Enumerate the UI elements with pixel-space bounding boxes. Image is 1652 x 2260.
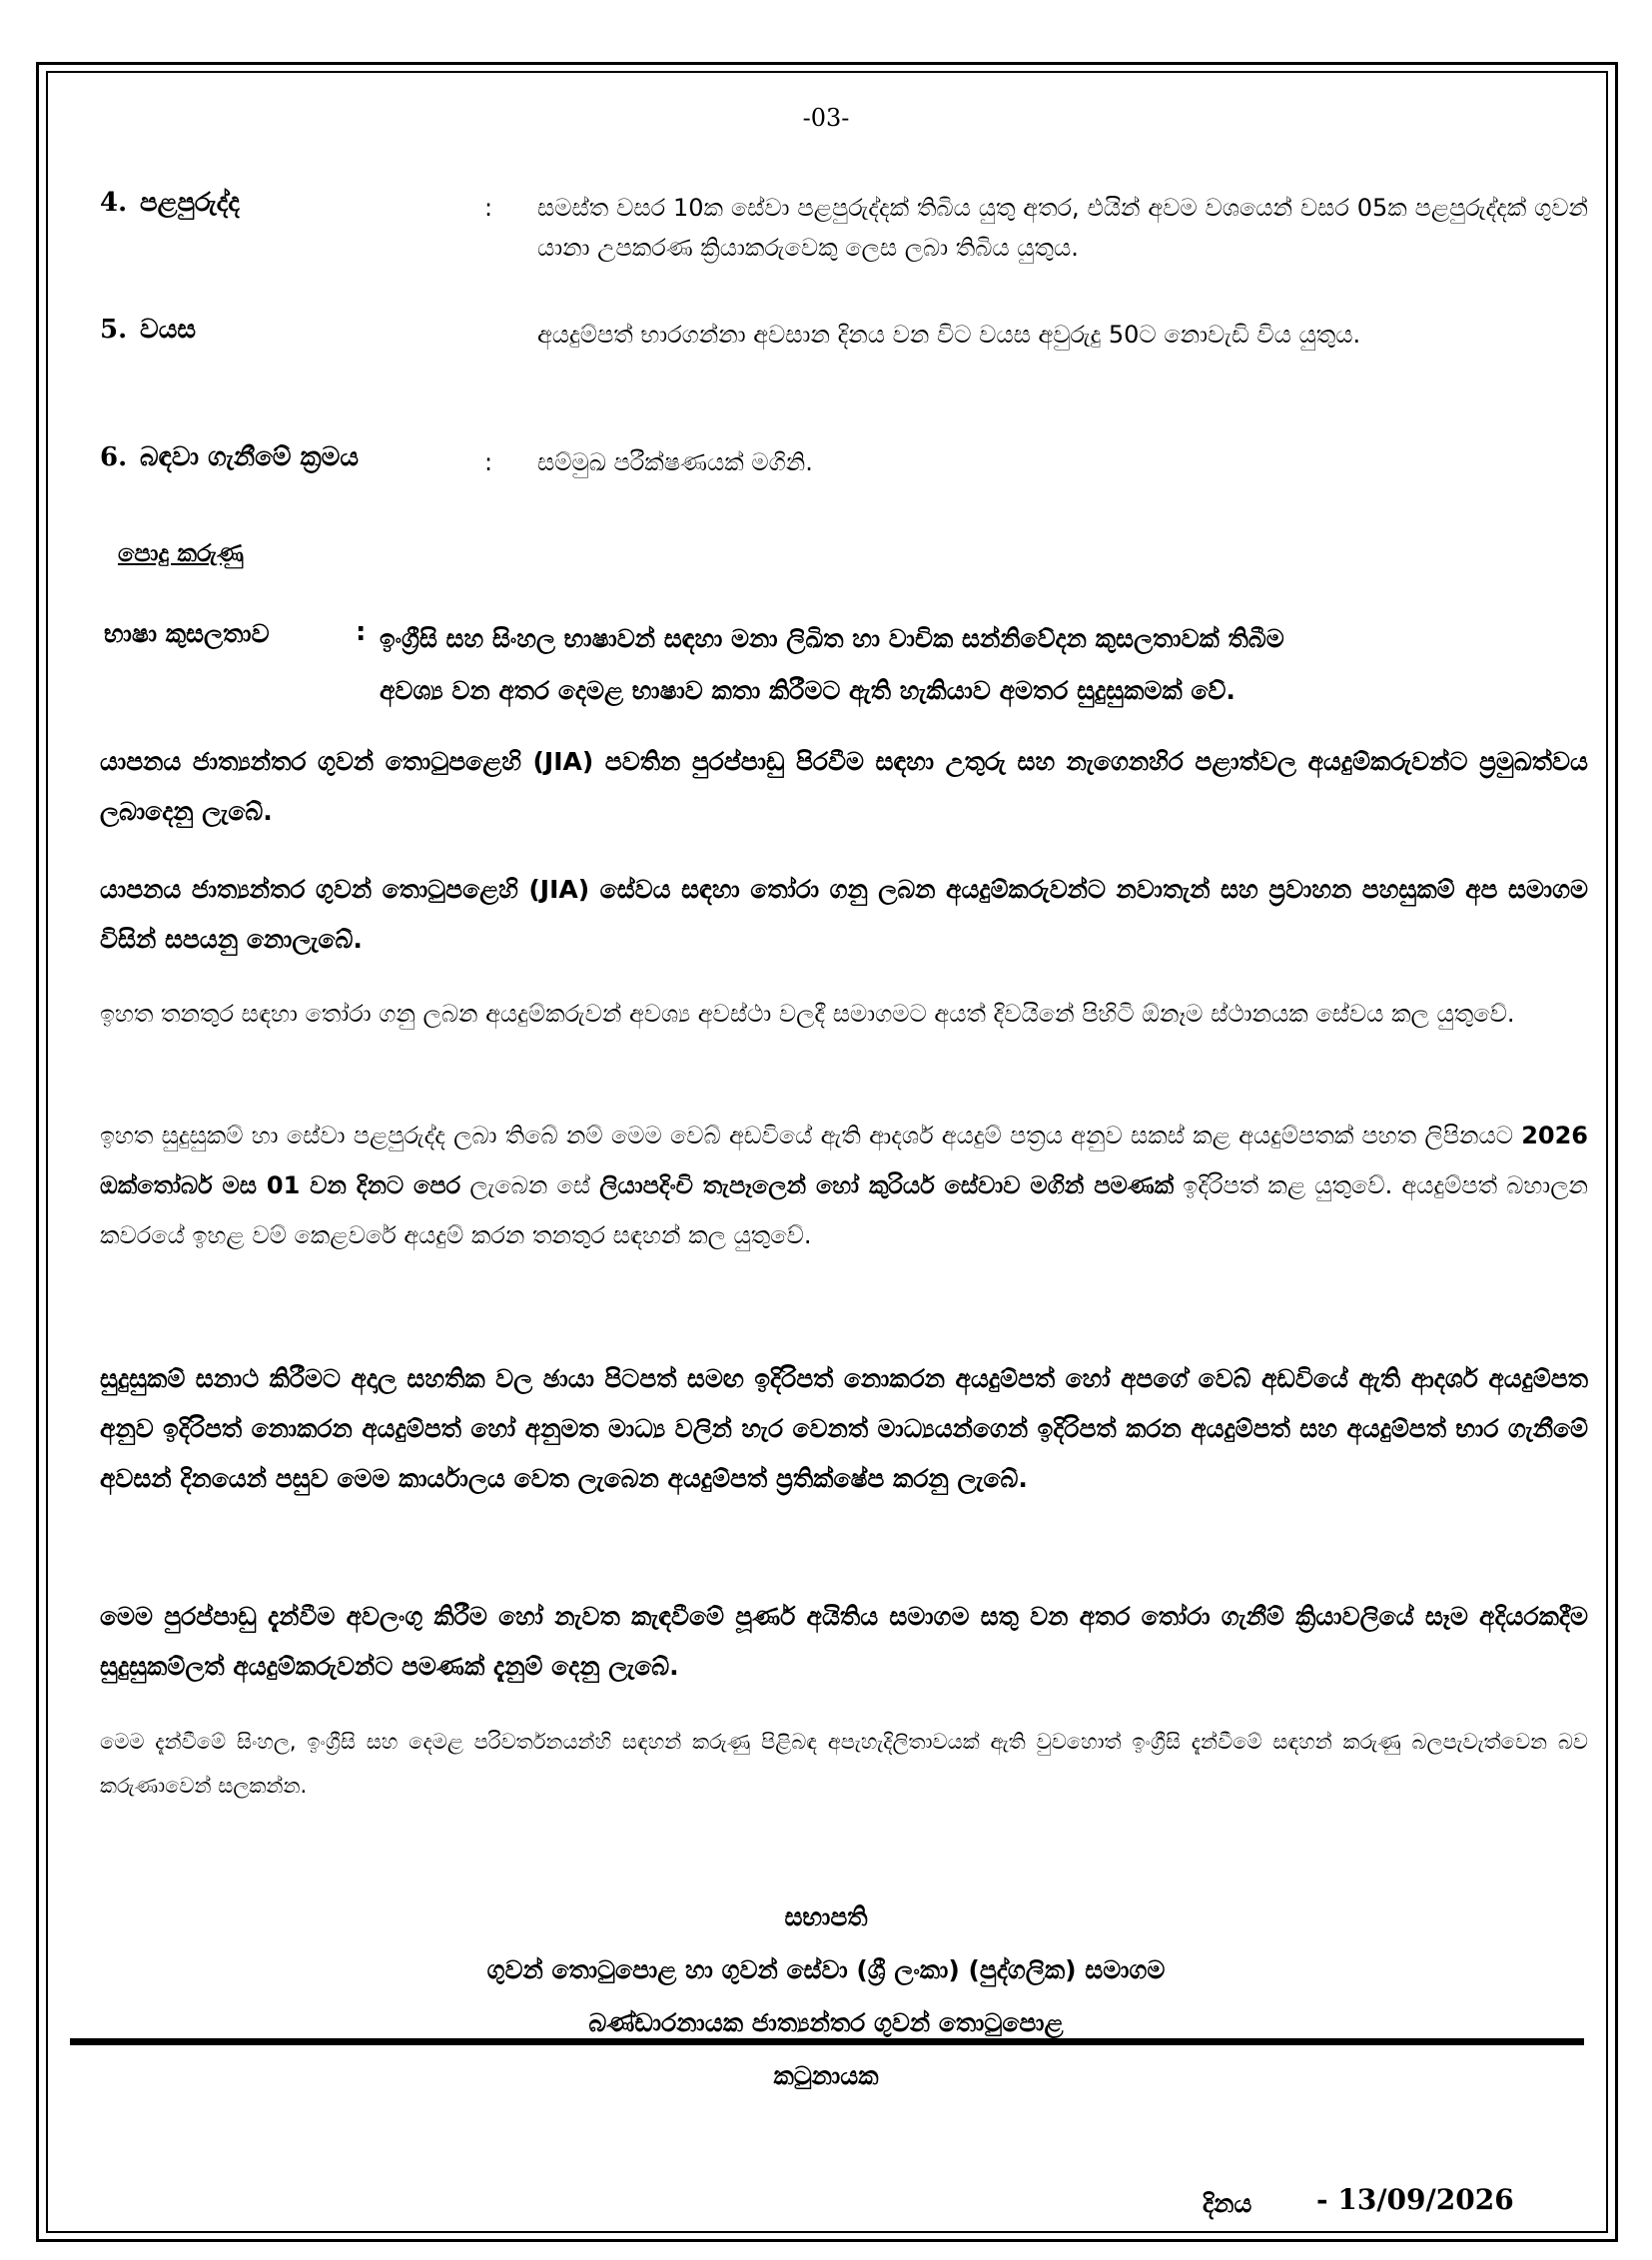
paragraph-cancellation-right: මෙම පුරප්පාඩු දැන්වීම අවලංගු කිරීම හෝ නැවත කැඳවීමේ පූර්ණ අයිතිය සමාගම සතු වන අතර තෝරා ගැනීම් ක්‍රියාවලියේ සෑම අදියරකදීම සුදුසුකම්ලත් අයදුම්කරුවන්ට පමණක් දැනුම් දෙනු ලැබේ. xyxy=(100,1602,1588,1681)
paragraph-service-location: ඉහත තනතුර සඳහා තෝරා ගනු ලබන අයදුම්කරුවන් අවශ්‍ය අවස්ථා වලදී සමාගමට අයත් දිවයිනේ පිහිටි ඕනෑම ස්ථානයක සේවය කල යුතුවේ. xyxy=(100,1000,1515,1028)
language-skill-text xyxy=(380,613,1528,717)
footer-divider xyxy=(70,2038,1584,2045)
requirement-recruitment-method xyxy=(100,442,1588,492)
general-points-heading: පොදු කරුණු xyxy=(118,539,245,567)
application-text-start: ඉහත සුදුසුකම් හා සේවා පළපුරුද්ද ලබා තිබේ නම් මෙම වෙබ් අඩවියේ ඇති ආදර්ශ අයදුම් පත්‍රය අනුව සකස් කළ අයදුම්පතක් පහත ලිපිනයට xyxy=(100,1122,1513,1149)
paragraph-application-instructions xyxy=(100,1111,1588,1260)
language-skill-line-2: අවශ්‍ය වන අතර දෙමළ භාෂාව කතා කිරීමට ඇති හැකියාව අමතර සුදුසුකමක් වේ. xyxy=(380,676,1236,705)
application-text-end: ඉදිරිපත් කළ යුතුවේ. අයදුම්පත් බහාලන කවරයේ ඉහළ වම් කෙළවරේ අයදුම් කරන තනතුර සඳහන් කල යුතුවේ. xyxy=(100,1171,1589,1249)
requirement-colon: : xyxy=(484,194,493,222)
paragraph-translation-note: මෙම දැන්වීමේ සිංහල, ඉංග්‍රීසි සහ දෙමළ පරිවර්තනයන්හි සඳහන් කරුණු පිළිබඳ අපැහැදිලිතාවයක් ඇති වුවහොත් ඉංග්‍රීසි දැන්වීමේ සඳහන් කරුණු බලපැවැත්වෙන බව කරුණාවෙන් සලකන්න. xyxy=(100,1730,1588,1798)
requirement-number: 6. xyxy=(100,442,128,472)
paragraph-rejection: සුදුසුකම් සනාථ කිරීමට අදාල සහතික වල ඡායා පිටපත් සමඟ ඉදිරිපත් නොකරන අයදුම්පත් හෝ අපගේ වෙබ් අඩවියේ ඇති ආදර්ශ අයදුම්පත අනුව ඉදිරිපත් නොකරන අයදුම්පත් හෝ අනුමත මාධ්‍ය වලින් හැර වෙනත් මාධ්‍යයන්ගෙන් ඉදිරිපත් කරන අයදුම්පත් සහ අයදුම්පත් භාර ගැනීමේ අවසන් දිනයෙන් පසුව මෙම කාර්යාලය වෙත ලැබෙන අයදුම්පත් ප්‍රතික්ෂේප කරනු ලැබේ. xyxy=(100,1364,1588,1493)
paragraph-priority: යාපනය ජාත්‍යන්තර ගුවන් තොටුපළෙහි (JIA) පවතින පුරප්පාඩු පිරවීම සඳහා උතුරු සහ නැගෙනහිර පළාත්වල අයදුම්කරුවන්ට ප්‍රමුඛත්වය ලබාදෙනු ලැබේ. xyxy=(100,747,1588,826)
application-text-mid: ලැබෙන සේ xyxy=(469,1171,591,1199)
footer-company: ගුවන් තොටුපොළ හා ගුවන් සේවා (ශ්‍රී ලංකා) (පුද්ගලික) සමාගම xyxy=(486,1955,1166,1984)
footer-title: සභාපති xyxy=(784,1902,868,1931)
paragraph-facilities: යාපනය ජාත්‍යන්තර ගුවන් තොටුපළෙහි (JIA) සේවය සඳහා තෝරා ගනු ලබන අයදුම්කරුවන්ට නවාතැන් සහ ප්‍රවාහන පහසුකම් අප සමාගම විසින් සපයනු නොලැබේ. xyxy=(100,875,1588,954)
requirement-experience xyxy=(100,188,1588,328)
language-skill-label: භාෂා කුසලතාව xyxy=(104,619,270,648)
requirement-text: අයදුම්පත් භාරගන්නා අවසාන දිනය වන විට වයස අවුරුදු 50ට නොවැඩි විය යුතුය. xyxy=(537,321,1361,349)
requirement-text: සමස්ත වසර 10ක සේවා පළපුරුද්දක් තිබිය යුතු අතර, එයින් අවම වශයෙන් වසර 05ක පළපුරුද්දක් ගුවන් යානා උපකරණ ක්‍රියාකරුවෙකු ලෙස ලබා තිබිය යුතුය. xyxy=(537,194,1588,262)
application-method: ලියාපදිංචි තැපෑලෙන් හෝ කුරියර් සේවාව මගින් පමණක් xyxy=(599,1171,1175,1199)
requirement-label: වයස xyxy=(140,315,197,345)
requirement-number: 4. xyxy=(100,188,128,218)
requirement-colon: : xyxy=(484,448,493,476)
date-label: දිනය xyxy=(1203,2189,1252,2218)
footer-city: කටුනායක xyxy=(773,2061,879,2090)
language-skill-line-1: ඉංග්‍රීසි සහ සිංහල භාෂාවන් සඳහා මනා ලිඛිත හා වාචික සන්නිවේදන කුසලතාවක් තිබීම xyxy=(380,624,1284,653)
footer-airport: බණ්ඩාරනායක ජාත්‍යන්තර ගුවන් තොටුපොළ xyxy=(588,2008,1064,2037)
application-deadline: 2026 ඔක්තෝබර් මස 01 වන දිනට පෙර xyxy=(100,1122,1588,1199)
language-skill-colon: : xyxy=(356,617,367,647)
date-value: - 13/09/2026 xyxy=(1316,2183,1514,2216)
requirement-age xyxy=(100,315,1588,404)
requirement-label: බඳවා ගැනීමේ ක්‍රමය xyxy=(140,442,360,472)
requirement-label: පළපුරුද්ද xyxy=(140,188,240,218)
page-number: -03- xyxy=(802,104,850,132)
requirement-number: 5. xyxy=(100,315,128,345)
requirement-text: සම්මුඛ පරීක්ෂණයක් මගිනි. xyxy=(537,448,813,476)
